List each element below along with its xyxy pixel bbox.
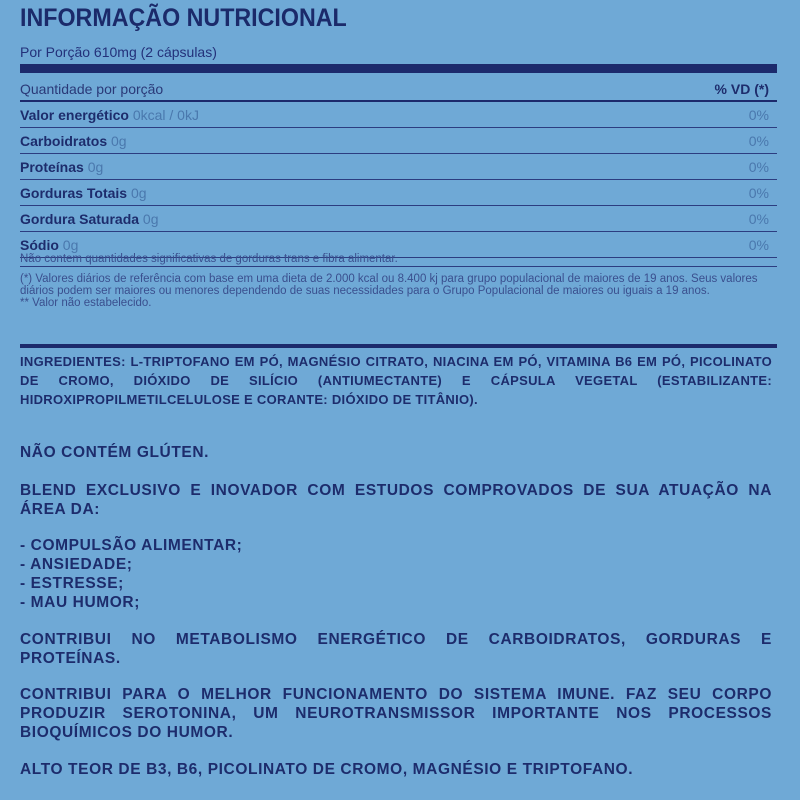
gluten-statement: NÃO CONTÉM GLÚTEN. (20, 444, 210, 461)
nutrient-value: 0g (87, 159, 104, 175)
header-vd: % VD (*) (714, 81, 769, 97)
nutrient-label: Gorduras Totais (20, 185, 128, 201)
nutrient-value: 0kcal / 0kJ (132, 107, 199, 123)
notes-box (20, 266, 777, 309)
nutrient-vd: 0% (748, 107, 769, 123)
nutrient-vd: 0% (748, 237, 769, 253)
nutrient-vd: 0% (748, 185, 769, 201)
ingredients-text: INGREDIENTES: L-TRIPTOFANO EM PÓ, MAGNÉSIO CITRATO, NIACINA EM PÓ, VITAMINA B6 EM PÓ, PICOLINATO DE CROMO, DIÓXIDO DE SILÍCIO (ANTIUMECTANTE) E CÁPSULA VEGETAL (ESTABILIZANTE: HIDROXIPROPILMETILCELULOSE E CORANTE: DIÓXIDO DE TITÂNIO). (20, 354, 772, 407)
trans-fat-note: Não contem quantidades significativas de gorduras trans e fibra alimentar. (20, 253, 398, 265)
daily-value-note: (*) Valores diários de referência com base em uma dieta de 2.000 kcal ou 8.400 kj para grupo populacional de maiores de 19 anos. Seus valores diários podem ser maiores ou menores dependendo de suas necessidades para o Grupo Populacional de maiores ou iguais a 19 anos. (20, 273, 758, 297)
serving-size: Por Porção 610mg (2 cápsulas) (20, 44, 217, 60)
nutrient-value: 0g (142, 211, 159, 227)
table-row (20, 154, 777, 180)
nutrient-value: 0g (130, 185, 147, 201)
immune-statement: CONTRIBUI PARA O MELHOR FUNCIONAMENTO DO SISTEMA IMUNE. FAZ SEU CORPO PRODUZIR SEROTONINA, UM NEUROTRANSMISSOR IMPORTANTE NOS PROCESSOS BIOQUÍMICOS DO HUMOR. (20, 686, 772, 741)
header-quantity: Quantidade por porção (20, 81, 164, 97)
not-established-note: ** Valor não estabelecido. (20, 297, 152, 309)
list-item: - COMPULSÃO ALIMENTAR; (20, 537, 243, 554)
table-bottom-divider (20, 344, 777, 348)
page-title: INFORMAÇÃO NUTRICIONAL (20, 4, 347, 32)
nutrient-label: Valor energético (20, 107, 129, 123)
list-item: - MAU HUMOR; (20, 594, 140, 611)
table-row (20, 128, 777, 154)
nutrient-vd: 0% (748, 159, 769, 175)
metabolism-statement: CONTRIBUI NO METABOLISMO ENERGÉTICO DE CARBOIDRATOS, GORDURAS E PROTEÍNAS. (20, 631, 772, 667)
list-item: - ESTRESSE; (20, 575, 124, 592)
nutrient-label: Carboidratos (20, 133, 108, 149)
nutrient-value: 0g (111, 133, 127, 149)
blend-statement: BLEND EXCLUSIVO E INOVADOR COM ESTUDOS COMPROVADOS DE SUA ATUAÇÃO NA ÁREA DA: (20, 482, 772, 518)
nutrition-table (20, 74, 777, 258)
table-header-row (20, 74, 777, 102)
table-row (20, 206, 777, 232)
table-row (20, 180, 777, 206)
nutrient-label: Gordura Saturada (20, 211, 140, 227)
nutrient-vd: 0% (748, 211, 769, 227)
table-row (20, 102, 777, 128)
nutrient-vd: 0% (748, 133, 769, 149)
high-content-statement: ALTO TEOR DE B3, B6, PICOLINATO DE CROMO, MAGNÉSIO E TRIPTOFANO. (20, 761, 634, 778)
nutrient-value: 0g (62, 237, 79, 253)
benefits-list (20, 536, 772, 612)
table-top-divider (20, 64, 777, 73)
nutrient-label: Proteínas (20, 159, 84, 175)
list-item: - ANSIEDADE; (20, 556, 133, 573)
nutrient-label: Sódio (20, 237, 59, 253)
